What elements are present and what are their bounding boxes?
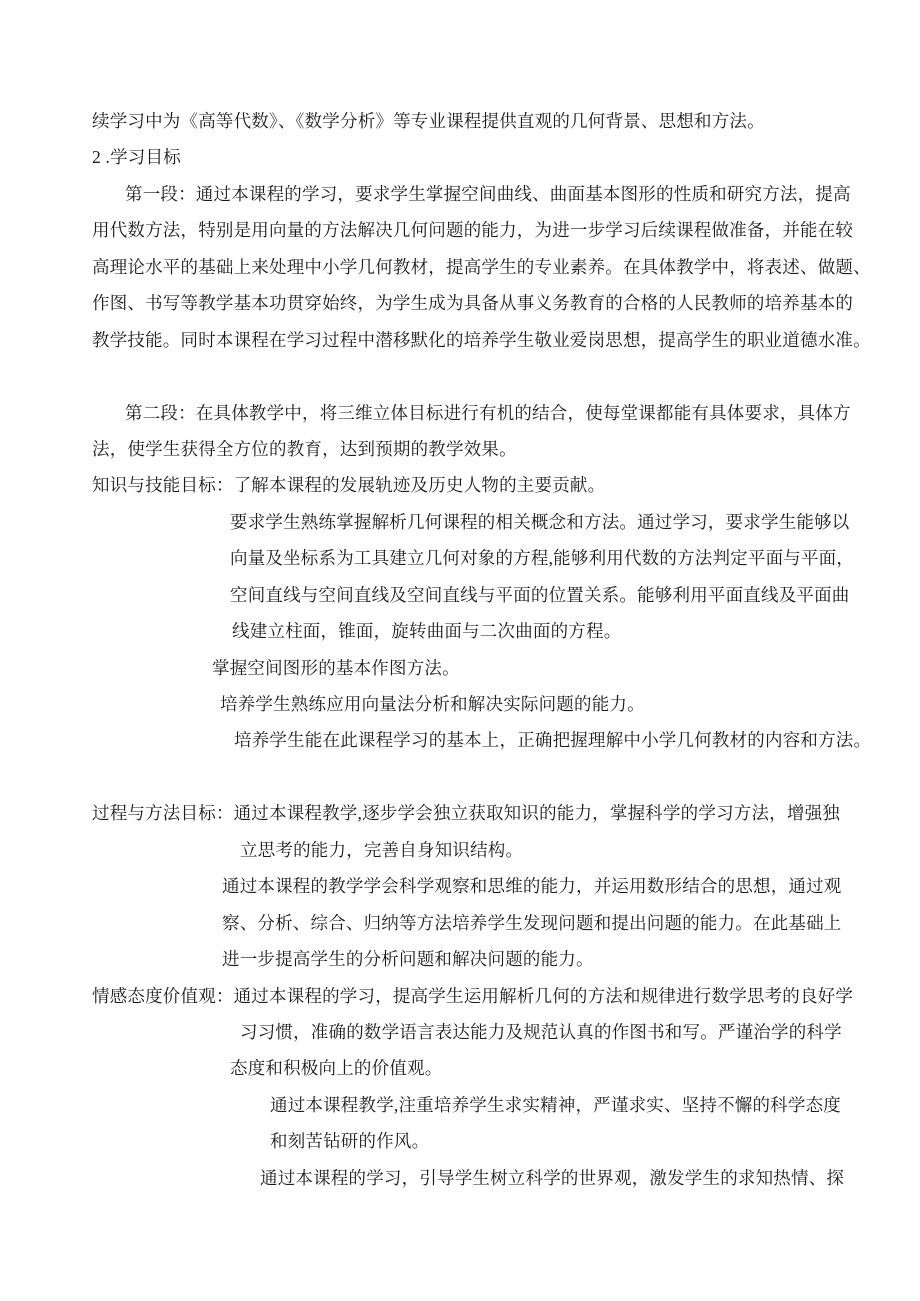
text-line: 进一步提高学生的分析问题和解决问题的能力。 (222, 949, 594, 970)
text-line: 空间直线与空间直线及空间直线与平面的位置关系。能够利用平面直线及平面曲 (230, 584, 850, 605)
document-text-block (92, 103, 872, 1196)
text-line: 要求学生熟练掌握解析几何课程的相关概念和方法。通过学习，要求学生能够以 (230, 511, 850, 532)
text-line: 教学技能。同时本课程在学习过程中潜移默化的培养学生敬业爱岗思想，提高学生的职业道德水准。 (92, 329, 871, 350)
text-line: 培养学生熟练应用向量法分析和解决实际问题的能力。 (220, 694, 645, 714)
text-line: 用代数方法，特别是用向量的方法解决几何问题的能力，为进一步学习后续课程做准备，并能在较 (92, 220, 854, 241)
text-line: 向量及坐标系为工具建立几何对象的方程,能够利用代数的方法判定平面与平面， (230, 548, 855, 569)
text-line: 作图、书写等教学基本功贯穿始终，为学生成为具备从事义务教育的合格的人民教师的培养基本的 (92, 293, 854, 314)
text-line: 线建立柱面，锥面，旋转曲面与二次曲面的方程。 (232, 621, 622, 642)
blank-line (92, 759, 852, 795)
text-line: 掌握空间图形的基本作图方法。 (212, 657, 460, 678)
text-line: 培养学生能在此课程学习的基本上，正确把握理解中小学几何教材的内容和方法。 (234, 730, 872, 751)
text-line: 高理论水平的基础上来处理中小学几何教材，提高学生的专业素养。在具体教学中，将表述、做题、 (92, 256, 871, 277)
text-line: 第二段：在具体教学中，将三维立体目标进行有机的结合，使每堂课都能有具体要求，具体方 (125, 402, 851, 423)
text-line: 通过本课程的教学学会科学观察和思维的能力，并运用数形结合的思想，通过观 (222, 876, 842, 897)
text-line: 情感态度价值观：通过本课程的学习，提高学生运用解析几何的方法和规律进行数学思考的良好学 (92, 985, 854, 1006)
text-line: 察、分析、综合、归纳等方法培养学生发现问题和提出问题的能力。在此基础上 (222, 912, 842, 933)
text-line: 续学习中为《高等代数》、《数学分析》等专业课程提供直观的几何背景、思想和方法。 (92, 111, 765, 131)
text-line: 知识与技能目标：了解本课程的发展轨迹及历史人物的主要贡献。 (92, 475, 606, 496)
text-line: 通过本课程的学习，引导学生树立科学的世界观，激发学生的求知热情、探 (260, 1167, 845, 1188)
text-line: 2 .学习目标 (92, 147, 181, 168)
text-line: 通过本课程教学,注重培养学生求实精神，严谨求实、坚持不懈的科学态度 (270, 1094, 841, 1115)
text-line: 第一段：通过本课程的学习，要求学生掌握空间曲线、曲面基本图形的性质和研究方法，提高 (125, 183, 851, 204)
text-line: 法，使学生获得全方位的教育，达到预期的教学效果。 (92, 438, 517, 459)
text-line: 和刻苦钻研的作风。 (270, 1131, 430, 1152)
text-line: 立思考的能力，完善自身知识结构。 (240, 839, 524, 860)
text-line: 习习惯，准确的数学语言表达能力及规范认真的作图书和写。严谨治学的科学 (240, 1021, 842, 1042)
text-line: 态度和积极向上的价值观。 (230, 1058, 443, 1079)
blank-line (92, 358, 852, 394)
text-line: 过程与方法目标：通过本课程教学,逐步学会独立获取知识的能力，掌握科学的学习方法，增强独 (92, 803, 840, 824)
